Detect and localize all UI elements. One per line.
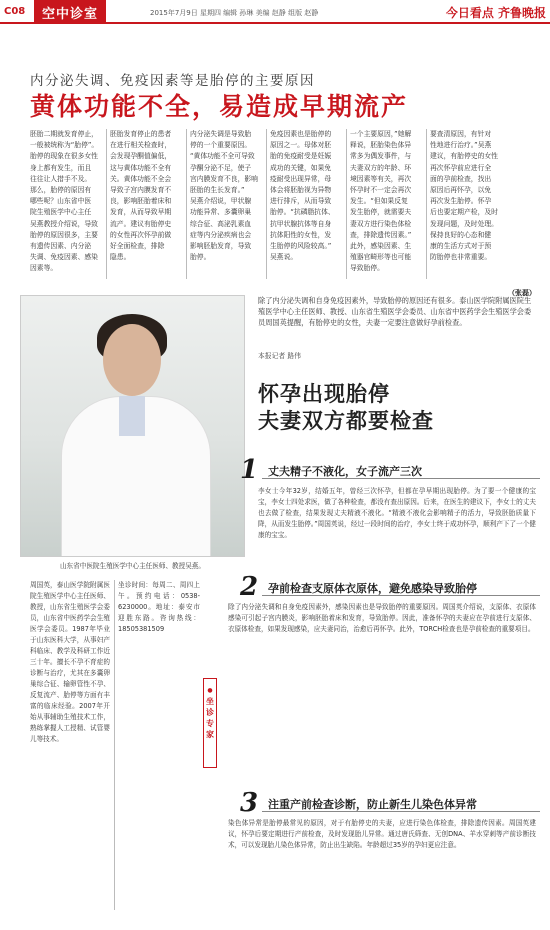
section-3-text: 染色体异常是胎停最常见的原因，对于有胎停史的夫妻，应进行染色体检查，排除遗传因素。周国英建议，怀孕后要定期进行产前检查，及时发现胎儿异常。通过唐氏筛查、无创DNA、羊水穿刺等产前诊断技术，可以发现胎儿染色体异常，防止出生缺陷。年龄超过35岁的孕妇更应注意。 [228,819,536,849]
column-divider [426,129,427,279]
article1-col-3 [190,129,262,281]
article1-line: 胎的免疫耐受是妊娠 [270,152,332,161]
article1-line: 身上都有发生，而且 [30,163,92,172]
section-underline [262,595,540,596]
article1-line: 哪些呢？山东省中医 [30,197,92,206]
article1-line: 生胎停的风险较高。” [270,242,332,251]
article1-line: 内分泌失调是导致胎 [190,130,252,138]
section-1-text: 李女士今年32岁，结婚五年，曾经三次怀孕，但都在孕早期出现胎停。为了要一个健康的宝宝，李女士四处求医，做了各种检查，都没有查出原因。后来，在医生的建议下，李女士的丈夫也去做了检查，结果发现丈夫精液不液化。“精液不液化会影响精子的活力，导致胚胎质量下降，从而发生胎停。”周国英说，经过一段时间的治疗，李女士终于成功怀孕，顺利产下了一个健康的宝宝。 [258,487,536,539]
page-header [0,0,550,24]
article2-intro: 除了内分泌失调和自身免疫因素外，导致胎停的原因还有很多。泰山医学院附属医院生殖医学中心主任医师、教授、山东省生殖医学会委员、山东省中医药学会生殖医学会委员周国英提醒，有胎停史的女性，夫妻一定要注意做好孕前检查。 [258,296,532,327]
article1-line: 停的一个重要原因。 [190,141,252,150]
column-divider [186,129,187,279]
article1-line: 境因素等有关，再次 [350,174,412,183]
article1-line: 抗甲状腺抗体等自身 [270,219,332,228]
article1-line: 怀孕时不一定会再次 [350,186,412,195]
article1-line: 吴燕说。 [270,253,298,262]
article1-line: 妻双方进行染色体检 [350,219,412,228]
article1-line: 发育，从而导致早期 [110,208,172,217]
article1-line: 一般被统称为“胎停”。 [30,141,99,150]
article2-title-line1: 怀孕出现胎停 [258,382,390,406]
expert-profile-2: 坐诊时间：每周二、周四上午。预约电话：0538-6230000。地址：泰安市迎胜东路。咨询热线：18505381509 [118,581,200,633]
article1-line: 吴燕介绍说，甲状腺 [190,197,252,206]
photo-caption: 山东省中医院生殖医学中心主任医师、教授吴燕。 [59,562,206,570]
article1-line: 查，排除遗传因素。” [350,230,412,239]
article1-line: 院生殖医学中心主任 [30,208,92,217]
section-title-2: 孕前检查支原体衣原体，避免感染导致胎停 [268,582,477,595]
section-title: 空中诊室 [34,0,106,22]
article1-line: 保持良好的心态和健 [430,230,492,239]
article1-line: 吴燕教授介绍说，导致 [30,219,98,228]
article1-line: 流产。建议有胎停史 [110,219,172,228]
column-divider [114,580,115,910]
section-number-1: 1 [240,455,259,485]
article1-line: 关。黄体功能不全会 [110,174,172,183]
article1-line: 好全面检查，排除 [110,242,165,251]
section-underline [262,811,540,812]
article1-line: 的女性再次怀孕前做 [110,230,172,239]
article1-line: 胚胎的生长发育。” [190,186,245,195]
section-number-2: 2 [240,572,259,602]
badge-label: 坐诊专家 [206,697,214,739]
article1-line: 功能异常、多囊卵巢 [190,208,252,217]
column-divider [106,129,107,279]
article1-line: 这与黄体功能不全有 [110,163,172,172]
article2-byline: 本报记者 路伟 [258,352,301,360]
expert-profile: 周国英，泰山医学院附属医院生殖医学中心主任医师、教授，山东省生殖医学会委员，山东省中医药学会生殖医学会委员。1987年毕业于山东医科大学，从事妇产科临床、教学及科研工作近三十年。擅长不孕不育症的诊断与治疗，尤其在多囊卵巢综合征、输卵管性不孕、反复流产、胎停等方面有丰富的临床经验。2007年开始从事辅助生殖技术工作，熟练掌握人工授精、试管婴儿等技术。 [30,581,110,743]
article1-line: 发生。“但如果反复 [350,197,408,206]
article1-end-mark: （张磊） [508,289,536,297]
article1-line: 隐患。 [110,253,131,262]
article1-line: 再次发生胎停。怀孕 [430,197,492,206]
article1-line: 夫妻双方的年龄、环 [350,163,412,172]
article1-line: 宫内膜发育不良，影响 [190,174,258,183]
badge-dot-icon: ● [207,687,213,694]
doctor-photo [20,295,245,557]
article1-line: 良，影响胚胎着床和 [110,197,172,206]
expert-badge [203,678,217,768]
face-shape [103,324,161,396]
article1-line: 综合征、高泌乳素血 [190,219,252,228]
article1-line: 导致子宫内膜发育不 [110,186,172,195]
article1-line: 体会将胚胎视为异物 [270,186,332,195]
article1-line: 在进行相关检查时， [110,141,172,150]
article1-line: 一个主要原因，”她解 [350,130,412,138]
article1-line: 常多为偶发事件，与 [350,152,412,161]
page-number: C08 [4,6,26,17]
article1-line: 发现问题，及时处理。 [430,219,498,228]
newspaper-brand: 今日看点 齐鲁晚报 [445,6,546,20]
section-title-3: 注重产前检查诊断，防止新生儿染色体异常 [268,798,477,811]
article1-line: 症等内分泌疾病也会 [190,230,252,239]
article1-line: 防胎停也非常重要。 [430,253,492,262]
article1-line: 免疫因素也是胎停的 [270,130,332,138]
article1-line: 建议，有胎停史的女性 [430,152,498,161]
article1-line: 往往让人措手不及。 [30,174,92,183]
article1-line: 要查清原因，有针对 [430,130,492,138]
article2-title-line2: 夫妻双方都要检查 [258,409,434,433]
article1-line: 性地进行治疗。”吴燕 [430,141,492,150]
article1-line: 胎停的原因很多，主要 [30,230,98,239]
article1-line: 胚胎二期就发育停止， [30,130,98,138]
article1-kicker: 内分泌失调、免疫因素等是胎停的主要原因 [30,73,315,89]
article1-line: 成功的关键，如果免 [270,163,332,172]
article1-line: 进行排斥，从而导致 [270,197,332,206]
article1-line: 胎停的现象在很多女性 [30,152,98,161]
article1-line: 康的生活方式对于预 [430,242,492,251]
article1-line: 后也要定期产检，及时 [430,208,498,217]
column-divider [346,129,347,279]
article1-headline: 黄体功能不全，易造成早期流产 [30,92,409,121]
article1-line: 殖器官畸形等也可能 [350,253,412,262]
article1-line: 胎停。 [190,253,211,262]
article1-line: 原因后再怀孕，以免 [430,186,492,195]
article1-col-1 [30,129,102,281]
article1-col-5 [350,129,422,281]
date-line: 2015年7月9日 星期四 编辑 孙琳 美编 赵静 组版 赵静 [150,9,319,17]
article1-line: 会发现孕酮值偏低， [110,152,172,161]
article1-line: 影响胚胎发育，导致 [190,242,252,251]
section-number-3: 3 [240,788,259,818]
article1-col-4 [270,129,342,281]
article1-line: 那么，胎停的原因有 [30,186,92,195]
article1-line: 胎停。“抗磷脂抗体、 [270,208,335,217]
article1-line: 因素等。 [30,264,58,273]
section-2-text: 除了内分泌失调和自身免疫因素外，感染因素也是导致胎停的重要原因。周国英介绍说，支原体、衣原体感染可引起子宫内膜炎，影响胚胎着床和发育，导致胎停。因此，准备怀孕的夫妻应在孕前进行支原体、衣原体检查，如果发现感染，应夫妻同治，治愈后再怀孕。此外，TORCH检查也是孕前检查的重要项目。 [228,603,536,633]
article1-col-6 [430,129,536,281]
shirt-shape [119,396,145,436]
section-underline [262,478,540,479]
article1-line: 释说，胚胎染色体异 [350,141,412,150]
article1-line: 原因之一。母体对胚 [270,141,332,150]
article1-line: 发生胎停，就需要夫 [350,208,412,217]
article1-line: 此外，感染因素、生 [350,242,412,251]
article1-line: “黄体功能不全可导致 [190,152,255,161]
article1-line: 抗体阳性的女性，发 [270,230,332,239]
column-divider [266,129,267,279]
article1-col-2 [110,129,182,281]
article1-line: 胚胎发育停止的患者 [110,130,172,138]
article1-line: 有遗传因素、内分泌 [30,242,92,251]
article1-line: 孕酮分泌不足，使子 [190,163,252,172]
article1-line: 再次怀孕前应进行全 [430,163,492,172]
article1-line: 失调、免疫因素、感染 [30,253,98,262]
article1-line: 导致胎停。 [350,264,384,273]
article1-line: 疫耐受出现异常，母 [270,174,332,183]
article1-line: 面的孕前检查，找出 [430,174,492,183]
section-title-1: 丈夫精子不液化，女子流产三次 [268,465,422,478]
